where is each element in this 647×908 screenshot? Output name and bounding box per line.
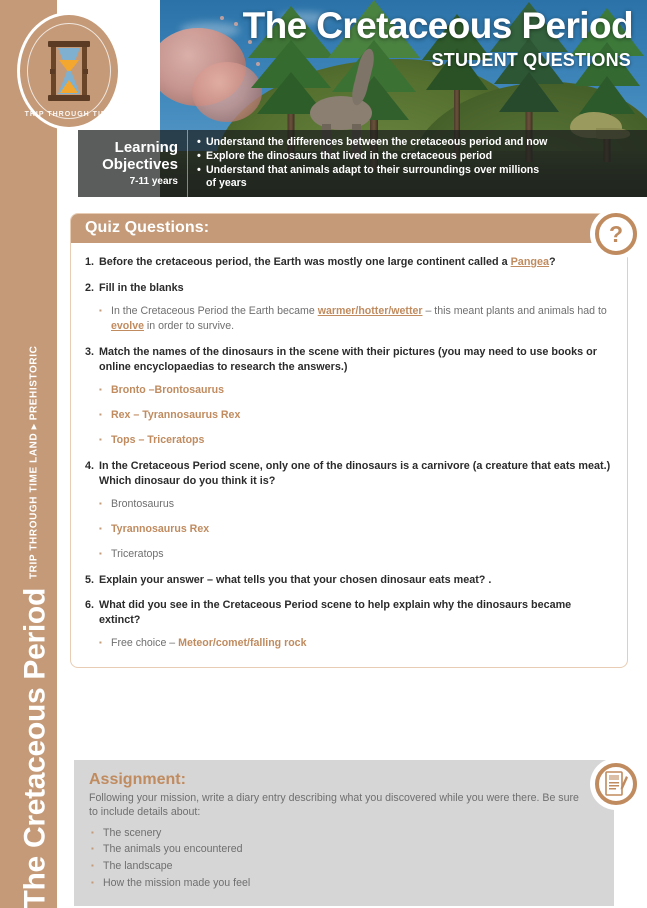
- lo-item: • Understand the differences between the cretaceous period and now: [197, 136, 647, 150]
- list-item-option-correct[interactable]: ▪ Tyrannosaurus Rex: [85, 522, 613, 537]
- trip-through-time-logo: [17, 12, 121, 130]
- question-4-options: [85, 497, 613, 562]
- lo-item: • Explore the dinosaurs that lived in the cretaceous period: [197, 150, 647, 164]
- question-number: 2.: [85, 281, 95, 294]
- page-subtitle: STUDENT QUESTIONS: [431, 50, 631, 70]
- list-item: ▪ Tops – Triceratops: [85, 433, 613, 448]
- left-sidebar: [0, 0, 57, 908]
- lo-heading-line2: Objectives: [102, 155, 178, 173]
- question-text: Match the names of the dinosaurs in the scene with their pictures (you may need to use books or online encyclopaedias to research the answers.): [99, 345, 597, 373]
- assignment-description: Following your mission, write a diary entry describing what you discovered while you were there. Be sure to include details about:: [89, 792, 579, 819]
- quiz-card: [70, 213, 628, 668]
- list-item: ▪ The scenery: [89, 825, 599, 842]
- logo-ring: [27, 23, 111, 119]
- question-6-answers: [85, 636, 613, 651]
- learning-objectives-list: [188, 136, 647, 190]
- list-item-option[interactable]: ▪ Brontosaurus: [85, 497, 613, 512]
- answer-meteor: Meteor/comet/falling rock: [178, 637, 307, 650]
- question-3-answers: [85, 383, 613, 448]
- lo-heading-line1: Learning: [114, 138, 178, 156]
- list-item: ▪ How the mission made you feel: [89, 875, 599, 892]
- quiz-badge: [590, 208, 642, 260]
- list-item: ▪ The animals you encountered: [89, 841, 599, 858]
- bullet-text-1: In the Cretaceous Period the Earth became: [111, 304, 318, 317]
- question-number: 5.: [85, 573, 95, 586]
- question-3: [85, 345, 613, 375]
- question-number: 3.: [85, 345, 95, 358]
- assignment-heading: Assignment:: [89, 771, 186, 788]
- question-number: 1.: [85, 256, 95, 268]
- sidebar-title: The Cretaceous Period: [18, 588, 51, 908]
- page-title: The Cretaceous Period: [242, 5, 633, 46]
- lo-item-continuation: of years: [206, 177, 247, 190]
- question-text: Explain your answer – what tells you that your chosen dinosaur eats meat? .: [99, 573, 492, 586]
- quiz-body: [71, 243, 627, 667]
- assignment-list: [89, 825, 599, 892]
- list-item: [85, 304, 613, 334]
- question-text: In the Cretaceous Period scene, only one of the dinosaurs is a carnivore (a creature that eats meat.) Which dinosaur do you think it is?: [99, 459, 611, 487]
- free-choice-prefix: Free choice –: [111, 637, 179, 650]
- question-text: What did you see in the Cretaceous Period scene to help explain why the dinosaurs became extinct?: [99, 599, 572, 627]
- assignment-badge: [590, 758, 642, 810]
- lo-item: • Understand that animals adapt to their surroundings over millions: [197, 164, 647, 178]
- list-item: ▪ Bronto –Brontosaurus: [85, 383, 613, 398]
- sauropod-dinosaur: [310, 96, 372, 130]
- learning-objectives-bar: [78, 130, 647, 197]
- list-item: ▪ The landscape: [89, 858, 599, 875]
- breadcrumb: TRIP THROUGH TIME LAND ▸ PREHISTORIC: [28, 345, 40, 580]
- answer-climate: warmer/hotter/wetter: [317, 304, 423, 317]
- question-number: 4.: [85, 459, 95, 472]
- question-1: [85, 255, 613, 270]
- question-text: Fill in the blanks: [99, 281, 184, 294]
- question-5: [85, 573, 613, 588]
- bullet-text-3: in order to survive.: [143, 319, 235, 332]
- answer-pangea: Pangea: [510, 256, 550, 268]
- learning-objectives-label: [78, 130, 188, 197]
- question-text-tail: ?: [549, 256, 556, 268]
- question-4: [85, 459, 613, 489]
- list-item-option[interactable]: ▪ Triceratops: [85, 547, 613, 562]
- question-text: Before the cretaceous period, the Earth was mostly one large continent called a: [99, 256, 511, 268]
- answer-evolve: evolve: [111, 319, 144, 332]
- clipboard-pencil-icon: [595, 763, 637, 805]
- question-number: 6.: [85, 599, 95, 612]
- logo-caption: TRIP THROUGH TIME: [24, 111, 114, 118]
- sidebar-rotated-text: [7, 39, 64, 908]
- question-6: [85, 598, 613, 628]
- question-2: [85, 281, 613, 296]
- question-2-answers: [85, 304, 613, 334]
- question-mark-icon: ?: [595, 213, 637, 255]
- quiz-heading: Quiz Questions:: [71, 214, 627, 243]
- bullet-text-2: – this meant plants and animals had to: [422, 304, 607, 317]
- lo-age-range: 7-11 years: [129, 176, 178, 188]
- list-item: [85, 636, 613, 651]
- assignment-section: [74, 760, 614, 906]
- list-item: ▪ Rex – Tyrannosaurus Rex: [85, 408, 613, 423]
